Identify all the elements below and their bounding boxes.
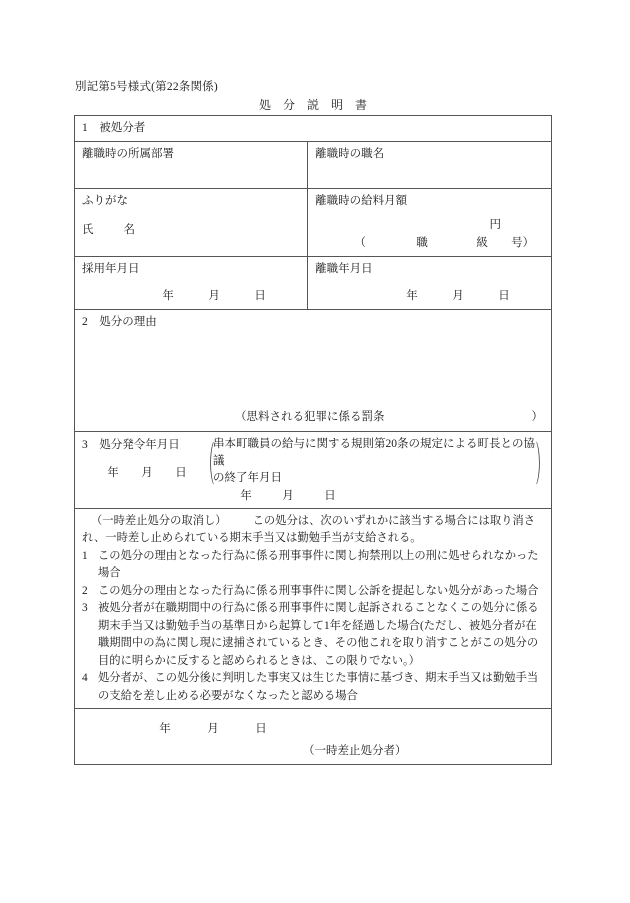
disposition-form-table (74, 115, 552, 765)
signature-cell[interactable] (75, 709, 552, 765)
document-title: 処分説明書 (258, 98, 379, 112)
order-date-wrap (82, 436, 548, 505)
leave-year-label: 年 (406, 290, 418, 303)
order-day-label: 日 (175, 466, 187, 479)
hire-month-label: 月 (208, 290, 220, 303)
grade-label: 級 (476, 237, 488, 250)
section3-heading: 3 処分発令年月日 (82, 438, 180, 451)
form-number: 別記第5号様式(第22条関係) (75, 81, 218, 93)
paren-close-icon: ） (535, 443, 548, 492)
consultation-day-label: 日 (324, 489, 336, 502)
leave-date-label: 離職年月日 (315, 263, 373, 276)
order-year-label: 年 (107, 466, 119, 479)
consultation-note-line1: 串本町職員の給与に関する規則第20条の規定による町長との協議 (213, 437, 535, 468)
salary-cell[interactable] (308, 188, 552, 256)
paren-open: （ (354, 237, 366, 250)
signer-label: （一時差止処分者） (303, 745, 407, 758)
list-item (82, 548, 545, 583)
signature-year-label: 年 (159, 723, 171, 736)
rank-grade-number-row (315, 235, 545, 253)
notice-item-number: 4 (82, 672, 88, 685)
hire-day-label: 日 (254, 290, 266, 303)
list-item (82, 600, 545, 670)
table-row (75, 257, 552, 310)
order-date-fields (82, 465, 205, 483)
department-cell[interactable] (75, 141, 308, 188)
hire-year-label: 年 (162, 290, 174, 303)
name-label-row (82, 222, 301, 240)
notice-item-text: この処分の理由となった行為に係る刑事事件に関し公訴を提起しない処分があった場合 (98, 584, 539, 597)
consultation-date-fields (213, 488, 537, 505)
section1-heading-cell (75, 116, 552, 142)
notice-item-text: 処分者が、この処分後に判明した事実又は生じた事情に基づき、期末手当又は勤勉手当の支給を差し止める必要がなくなったと認める場合 (98, 672, 539, 702)
paren-open-icon: （ (202, 443, 215, 492)
order-month-label: 月 (141, 466, 153, 479)
salary-label: 離職時の給料月額 (315, 194, 408, 207)
position-label: 離職時の職名 (315, 147, 385, 160)
list-item (82, 670, 545, 705)
number-label: 号） (511, 237, 535, 250)
table-row (75, 431, 552, 508)
list-item (82, 583, 545, 601)
yen-unit: 円 (489, 218, 501, 231)
notice-intro: この処分は、次のいずれかに該当する場合には取り消され、一時差し止められている期末手当又は勤勉手当が支給される。 (82, 514, 536, 545)
signature-date-fields (141, 721, 285, 739)
leave-date-fields (315, 288, 545, 306)
leave-date-cell[interactable] (308, 257, 552, 310)
section2-heading: 2 処分の理由 (82, 315, 157, 328)
hire-date-fields (82, 288, 301, 306)
notice-intro-paragraph (82, 513, 545, 548)
consultation-year-label: 年 (240, 489, 252, 502)
section1-heading: 1 被処分者 (82, 122, 146, 134)
rank-label: 職 (416, 237, 428, 250)
notice-title: （一時差止処分の取消し） (91, 514, 227, 527)
order-date-left (82, 436, 205, 483)
consultation-note-body (212, 436, 538, 505)
consultation-note (202, 436, 548, 505)
signature-month-label: 月 (207, 723, 219, 736)
position-cell[interactable] (308, 141, 552, 188)
name-cell[interactable] (75, 188, 308, 256)
table-row (75, 188, 552, 256)
reason-cell[interactable] (75, 309, 552, 431)
notice-item-number: 1 (82, 549, 88, 562)
signature-day-label: 日 (255, 723, 267, 736)
notice-item-text: この処分の理由となった行為に係る刑事事件に関し拘禁刑以上の刑に処せられなかった場合 (98, 549, 539, 580)
reason-footnote-open: （思料される犯罪に係る罰条 (235, 411, 385, 424)
table-row (75, 309, 552, 431)
notice-item-text: 被処分者が在職期間中の行為に係る刑事事件に関し起訴されることなくこの処分に係る期末手当又は勤勉手当の基準日から起算して1年を経過した場合(ただし、被処分者が在職期間中の為に関し現に逮捕されているとき、その他これを取り消すことがこの処分の目的に明らかに反すると認められるときは、この限りでない。） (98, 602, 539, 667)
hire-date-cell[interactable] (75, 257, 308, 310)
furigana-label: ふりがな (82, 194, 128, 207)
name-label: 氏 (82, 223, 94, 236)
table-row (75, 508, 552, 709)
consultation-month-label: 月 (282, 489, 294, 502)
leave-month-label: 月 (452, 290, 464, 303)
reason-footnote-close: ） (531, 411, 543, 424)
department-label: 離職時の所属部署 (82, 147, 174, 160)
notice-item-number: 3 (82, 602, 88, 615)
table-row (75, 709, 552, 765)
name-label-2: 名 (123, 223, 135, 236)
reason-footnote (75, 409, 551, 427)
leave-day-label: 日 (498, 290, 510, 303)
table-row (75, 141, 552, 188)
notice-list (82, 548, 545, 706)
table-row (75, 116, 552, 142)
order-date-cell[interactable] (75, 431, 552, 508)
hire-date-label: 採用年月日 (82, 263, 140, 276)
consultation-note-line2: の終了年月日 (213, 472, 282, 485)
notice-item-number: 2 (82, 584, 88, 597)
notice-cell (75, 508, 552, 709)
